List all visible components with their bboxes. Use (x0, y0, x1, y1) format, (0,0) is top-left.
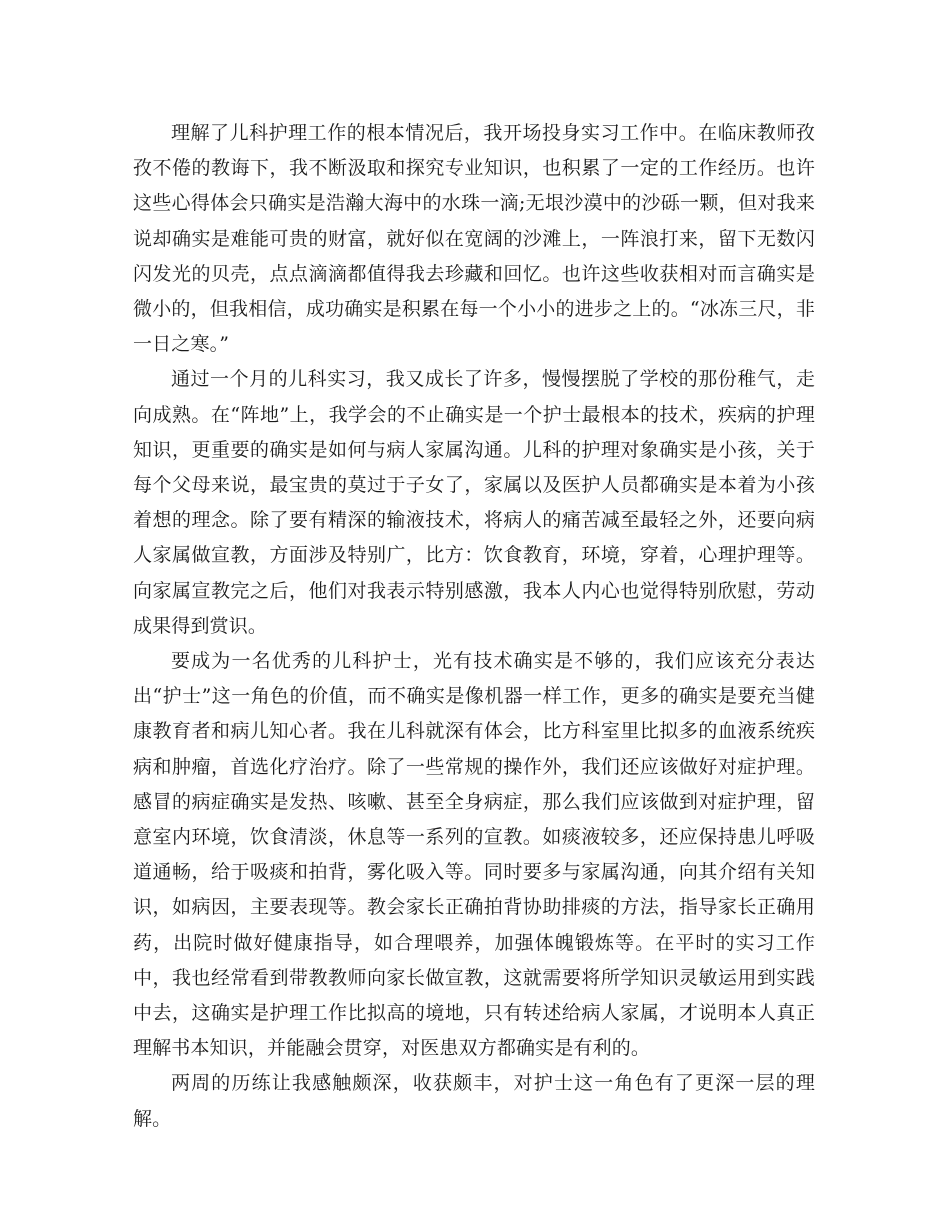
paragraph-4: 两周的历练让我感触颇深，收获颇丰，对护士这一角色有了更深一层的理解。 (133, 1072, 815, 1130)
paragraph-2: 通过一个月的儿科实习，我又成长了许多，慢慢摆脱了学校的那份稚气，走向成熟。在“阵地”上，我学会的不止确实是一个护士最根本的技术，疾病的护理知识，更重要的确实是如何与病人家属沟通。儿科的护理对象确实是小孩，关于每个父母来说，最宝贵的莫过于子女了，家属以及医护人员都确实是本着为小孩着想的理念。除了要有精深的输液技术，将病人的痛苦减至最轻之外，还要向病人家属做宣教，方面涉及特别广，比方：饮食教育，环境，穿着，心理护理等。向家属宣教完之后，他们对我表示特别感激，我本人内心也觉得特别欣慰，劳动成果得到赏识。 (133, 368, 815, 637)
document-body (133, 116, 815, 1137)
paragraph-1: 理解了儿科护理工作的根本情况后，我开场投身实习工作中。在临床教师孜孜不倦的教诲下，我不断汲取和探究专业知识，也积累了一定的工作经历。也许这些心得体会只确实是浩瀚大海中的水珠一滴;无垠沙漠中的沙砾一颗，但对我来说却确实是难能可贵的财富，就好似在宽阔的沙滩上，一阵浪打来，留下无数闪闪发光的贝壳，点点滴滴都值得我去珍藏和回忆。也许这些收获相对而言确实是微小的，但我相信，成功确实是积累在每一个小小的进步之上的。“冰冻三尺，非一日之寒。” (133, 122, 815, 356)
paragraph-3: 要成为一名优秀的儿科护士，光有技术确实是不够的，我们应该充分表达出“护士”这一角色的价值，而不确实是像机器一样工作，更多的确实是要充当健康教育者和病儿知心者。我在儿科就深有体会，比方科室里比拟多的血液系统疾病和肿瘤，首选化疗治疗。除了一些常规的操作外，我们还应该做好对症护理。感冒的病症确实是发热、咳嗽、甚至全身病症，那么我们应该做到对症护理，留意室内环境，饮食清淡，休息等一系列的宣教。如痰液较多，还应保持患儿呼吸道通畅，给于吸痰和拍背，雾化吸入等。同时要多与家属沟通，向其介绍有关知识，如病因，主要表现等。教会家长正确拍背协助排痰的方法，指导家长正确用药，出院时做好健康指导，如合理喂养，加强体魄锻炼等。在平时的实习工作中，我也经常看到带教教师向家长做宣教，这就需要将所学知识灵敏运用到实践中去，这确实是护理工作比拟高的境地，只有转述给病人家属，才说明本人真正理解书本知识，并能融会贯穿，对医患双方都确实是有利的。 (133, 650, 815, 1060)
